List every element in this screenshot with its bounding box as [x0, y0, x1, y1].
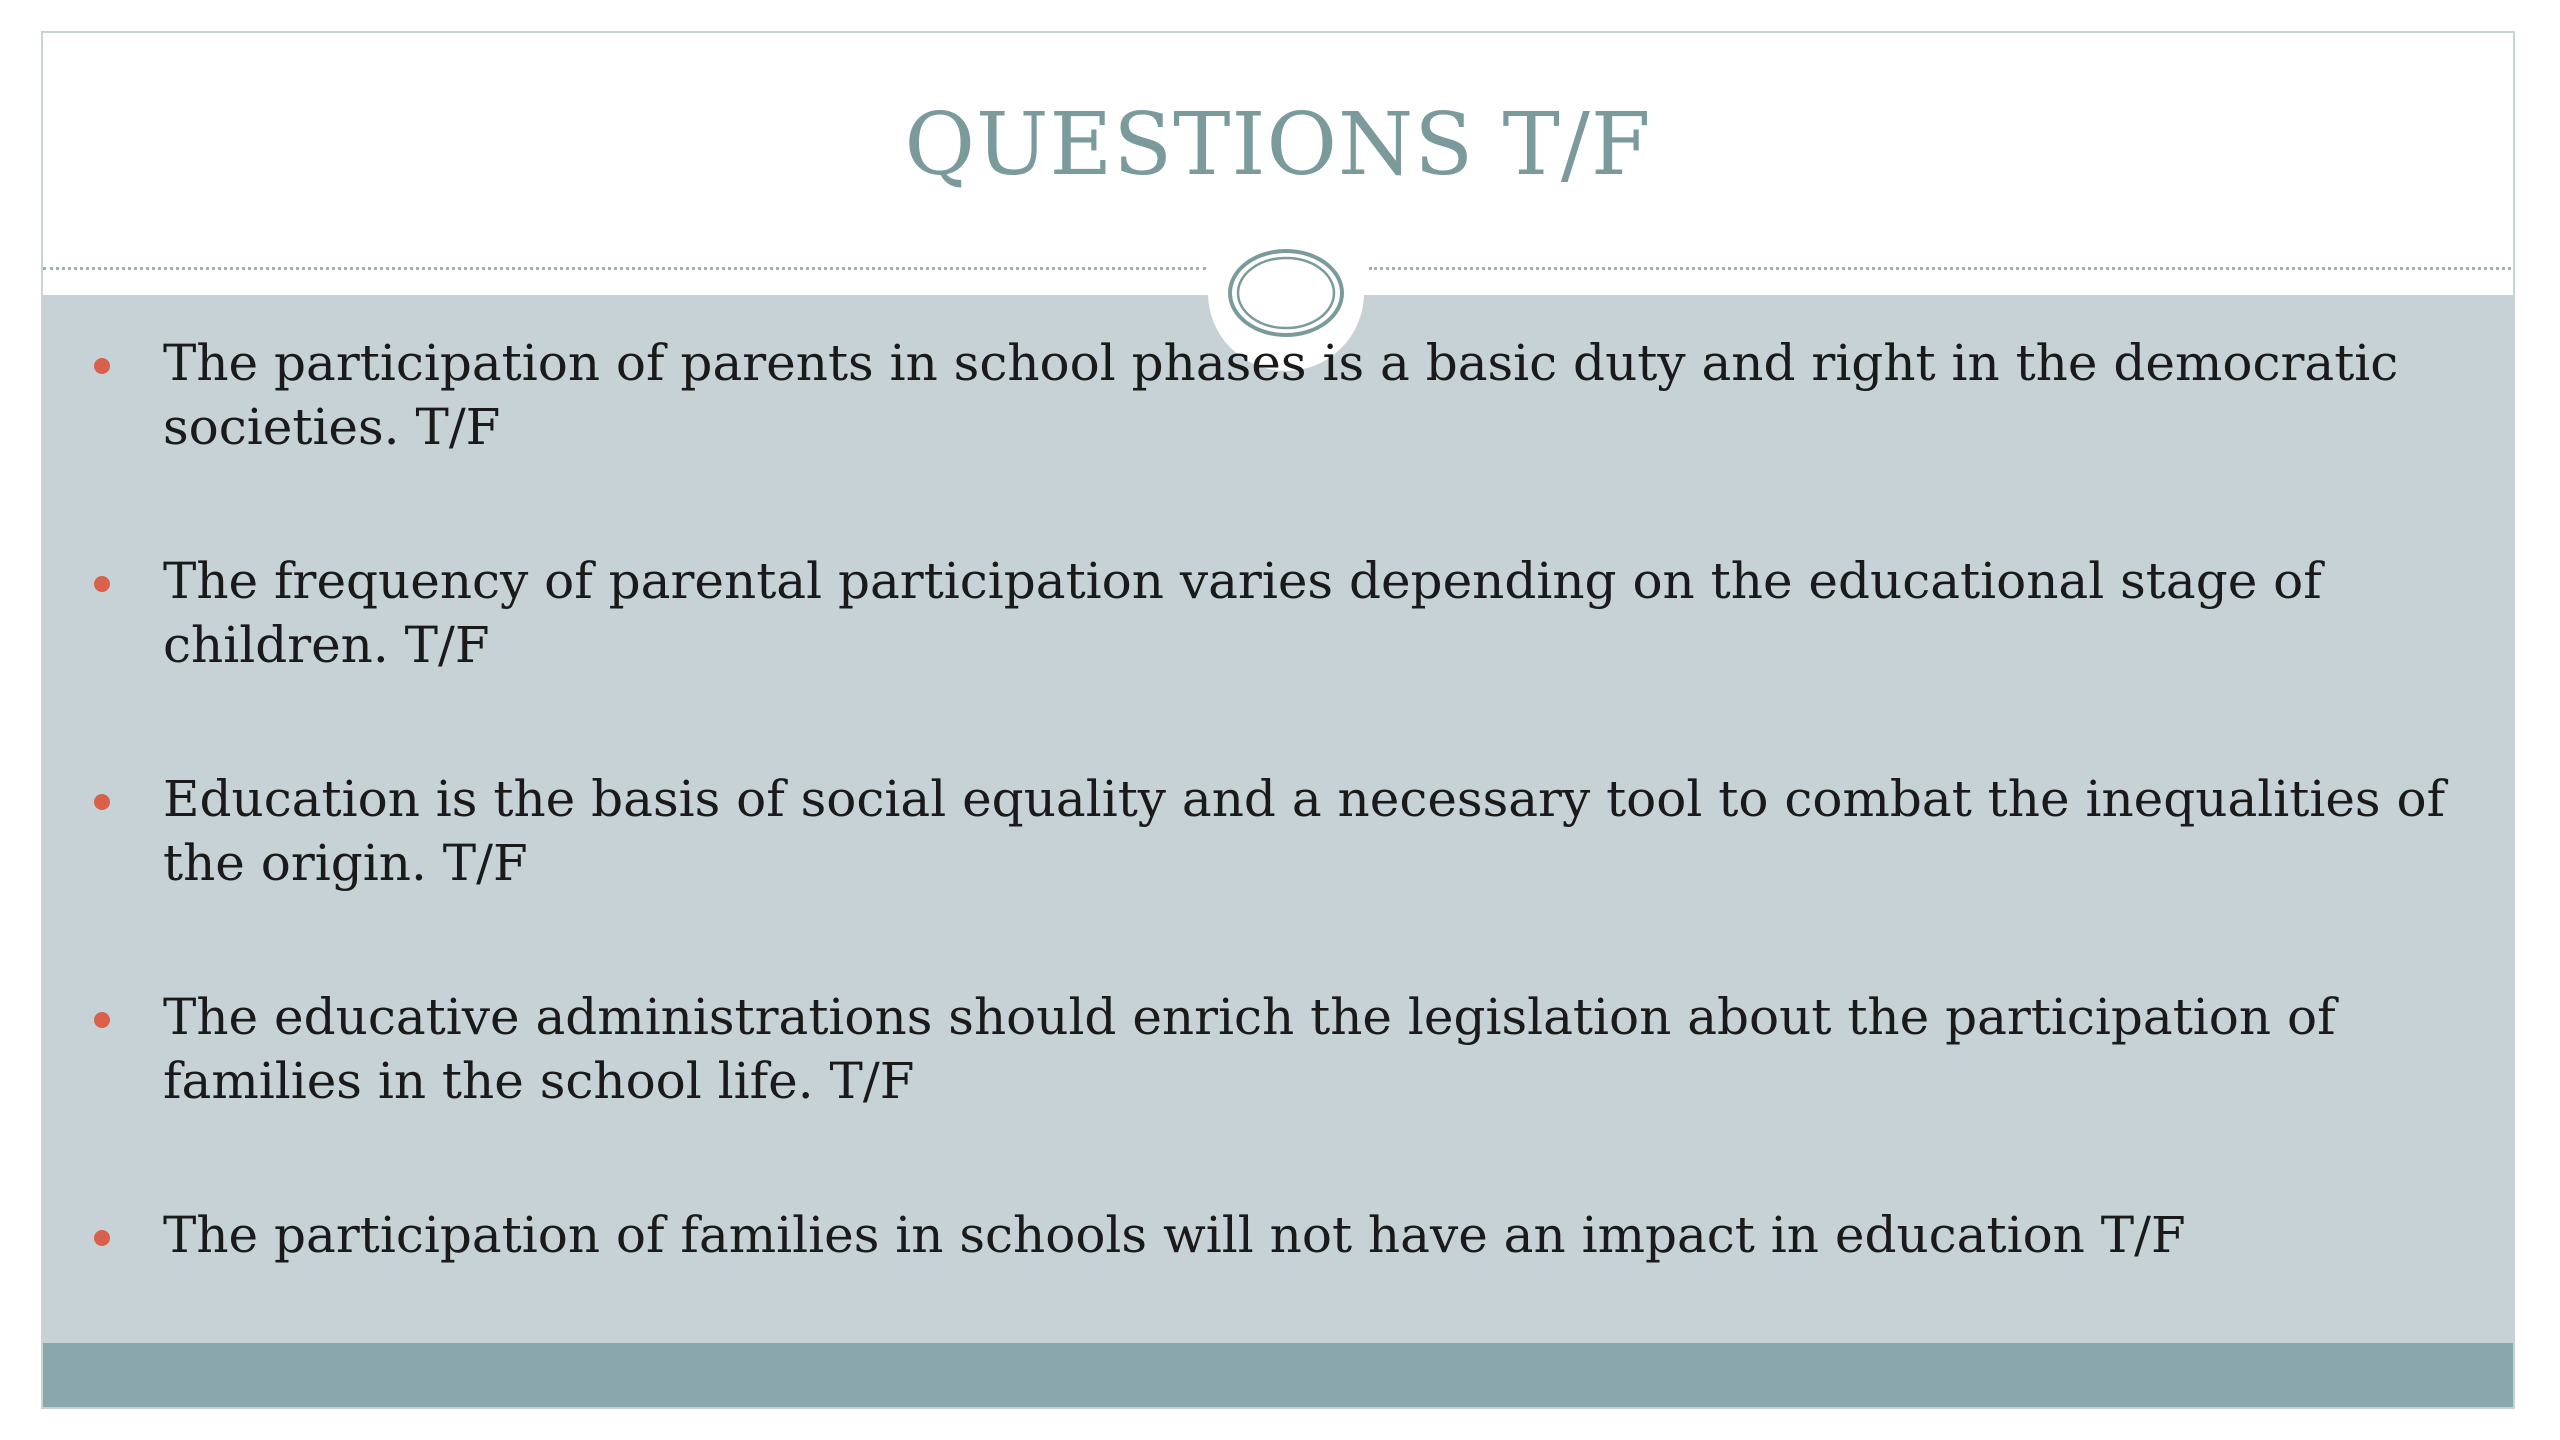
title-divider-left — [43, 267, 1206, 270]
question-text: The frequency of parental participation varies depending on the educational stage of children. T/F — [163, 552, 2322, 674]
slide — [41, 31, 2515, 1409]
question-item — [163, 331, 2483, 459]
round-bullet-icon — [94, 1012, 110, 1028]
round-bullet-icon — [94, 358, 110, 374]
footer-band — [43, 1343, 2513, 1407]
round-bullet-icon — [94, 1230, 110, 1246]
questions-list — [43, 295, 2513, 1295]
question-item — [163, 549, 2483, 677]
question-item — [163, 767, 2483, 895]
slide-title: QUESTIONS T/F — [904, 95, 1652, 195]
question-text: The participation of families in schools will not have an impact in education T/F — [163, 1206, 2186, 1264]
question-item — [163, 1203, 2483, 1267]
question-text: The participation of parents in school phases is a basic duty and right in the democratic societies. T/F — [163, 334, 2399, 456]
title-divider-right — [1369, 267, 2515, 270]
question-text: Education is the basis of social equality and a necessary tool to combat the inequalities of the origin. T/F — [163, 770, 2446, 892]
question-item — [163, 985, 2483, 1113]
question-text: The educative administrations should enrich the legislation about the participation of families in the school life. T/F — [163, 988, 2336, 1110]
round-bullet-icon — [94, 576, 110, 592]
round-bullet-icon — [94, 794, 110, 810]
